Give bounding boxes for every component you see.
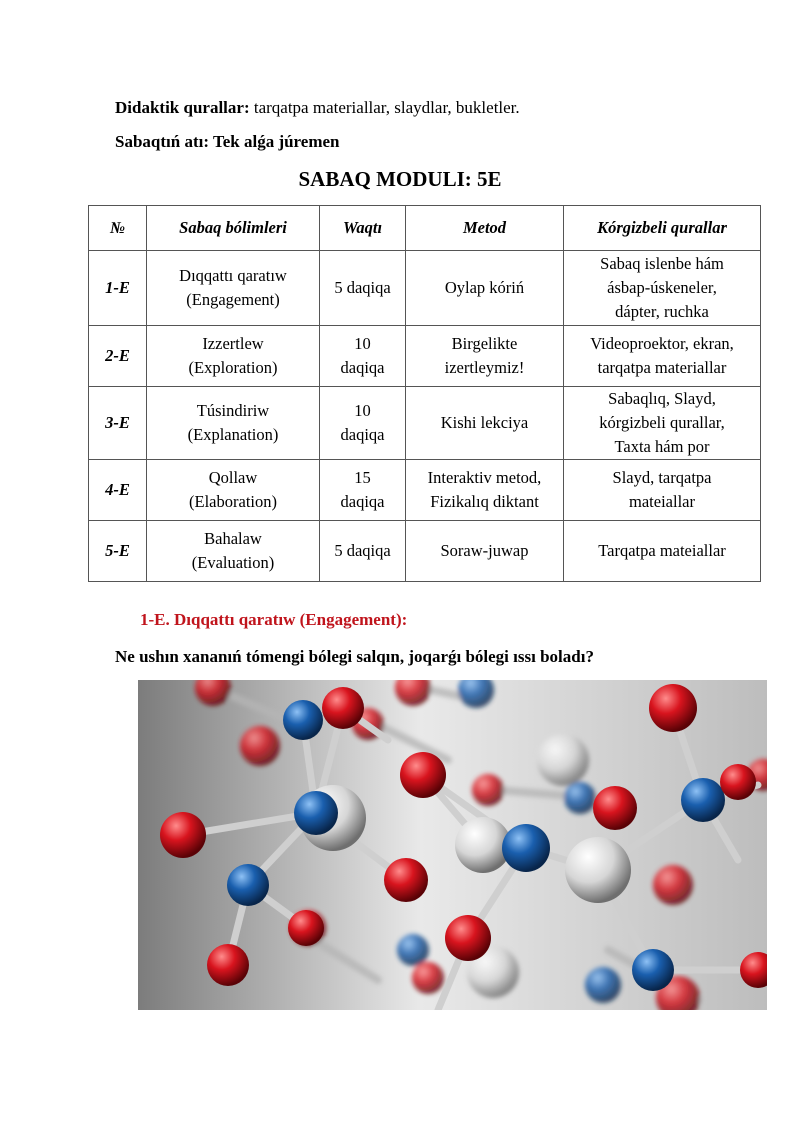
didactic-tools-line <box>115 98 520 118</box>
row-time: 10 daqiqa <box>320 387 406 460</box>
header-time: Waqtı <box>320 206 406 251</box>
engagement-heading: 1-E. Dıqqattı qaratıw (Engagement): <box>140 610 408 629</box>
row-tools: Sabaqlıq, Slayd, kórgizbeli qurallar, Taxta hám por <box>564 387 761 460</box>
row-time: 5 daqiqa <box>320 521 406 582</box>
didactic-tools-label: Didaktik qurallar: <box>115 98 250 117</box>
row-section: Qollaw (Elaboration) <box>147 460 320 521</box>
row-tools: Tarqatpa mateiallar <box>564 521 761 582</box>
row-number: 5-E <box>89 521 147 582</box>
row-tools: Videoproektor, ekran, tarqatpa materiallar <box>564 326 761 387</box>
didactic-tools-value: tarqatpa materiallar, slaydlar, bukletler. <box>249 98 520 117</box>
header-visual-aids: Kórgizbeli qurallar <box>564 206 761 251</box>
row-number: 3-E <box>89 387 147 460</box>
lesson-name: Sabaqtıń atı: Tek alǵa júremen <box>115 132 340 151</box>
row-section: Dıqqattı qaratıw (Engagement) <box>147 251 320 326</box>
header-method: Metod <box>406 206 564 251</box>
header-number: № <box>89 206 147 251</box>
row-section: Bahalaw (Evaluation) <box>147 521 320 582</box>
molecular-structure-image <box>138 680 767 1010</box>
table-row <box>89 326 761 387</box>
table-row <box>89 460 761 521</box>
table-header-row <box>89 206 761 251</box>
header-sections: Sabaq bólimleri <box>147 206 320 251</box>
row-method: Birgelikte izertleymiz! <box>406 326 564 387</box>
row-section: Izzertlew (Exploration) <box>147 326 320 387</box>
engagement-question: Ne ushın xananıń tómengi bólegi salqın, joqarǵı bólegi ıssı boladı? <box>115 647 594 666</box>
row-number: 1-E <box>89 251 147 326</box>
row-tools: Sabaq islenbe hám ásbap-úskeneler, dápter, ruchka <box>564 251 761 326</box>
row-number: 4-E <box>89 460 147 521</box>
table-row <box>89 387 761 460</box>
module-title: SABAQ MODULI: 5E <box>298 167 502 191</box>
lesson-module-table <box>88 205 761 582</box>
row-tools: Slayd, tarqatpa mateiallar <box>564 460 761 521</box>
row-method: Soraw-juwap <box>406 521 564 582</box>
row-time: 15 daqiqa <box>320 460 406 521</box>
row-method: Interaktiv metod, Fizikalıq diktant <box>406 460 564 521</box>
row-method: Kishi lekciya <box>406 387 564 460</box>
row-method: Oylap kóriń <box>406 251 564 326</box>
row-section: Túsindiriw (Explanation) <box>147 387 320 460</box>
row-time: 10 daqiqa <box>320 326 406 387</box>
table-row <box>89 251 761 326</box>
table-row <box>89 521 761 582</box>
row-number: 2-E <box>89 326 147 387</box>
row-time: 5 daqiqa <box>320 251 406 326</box>
